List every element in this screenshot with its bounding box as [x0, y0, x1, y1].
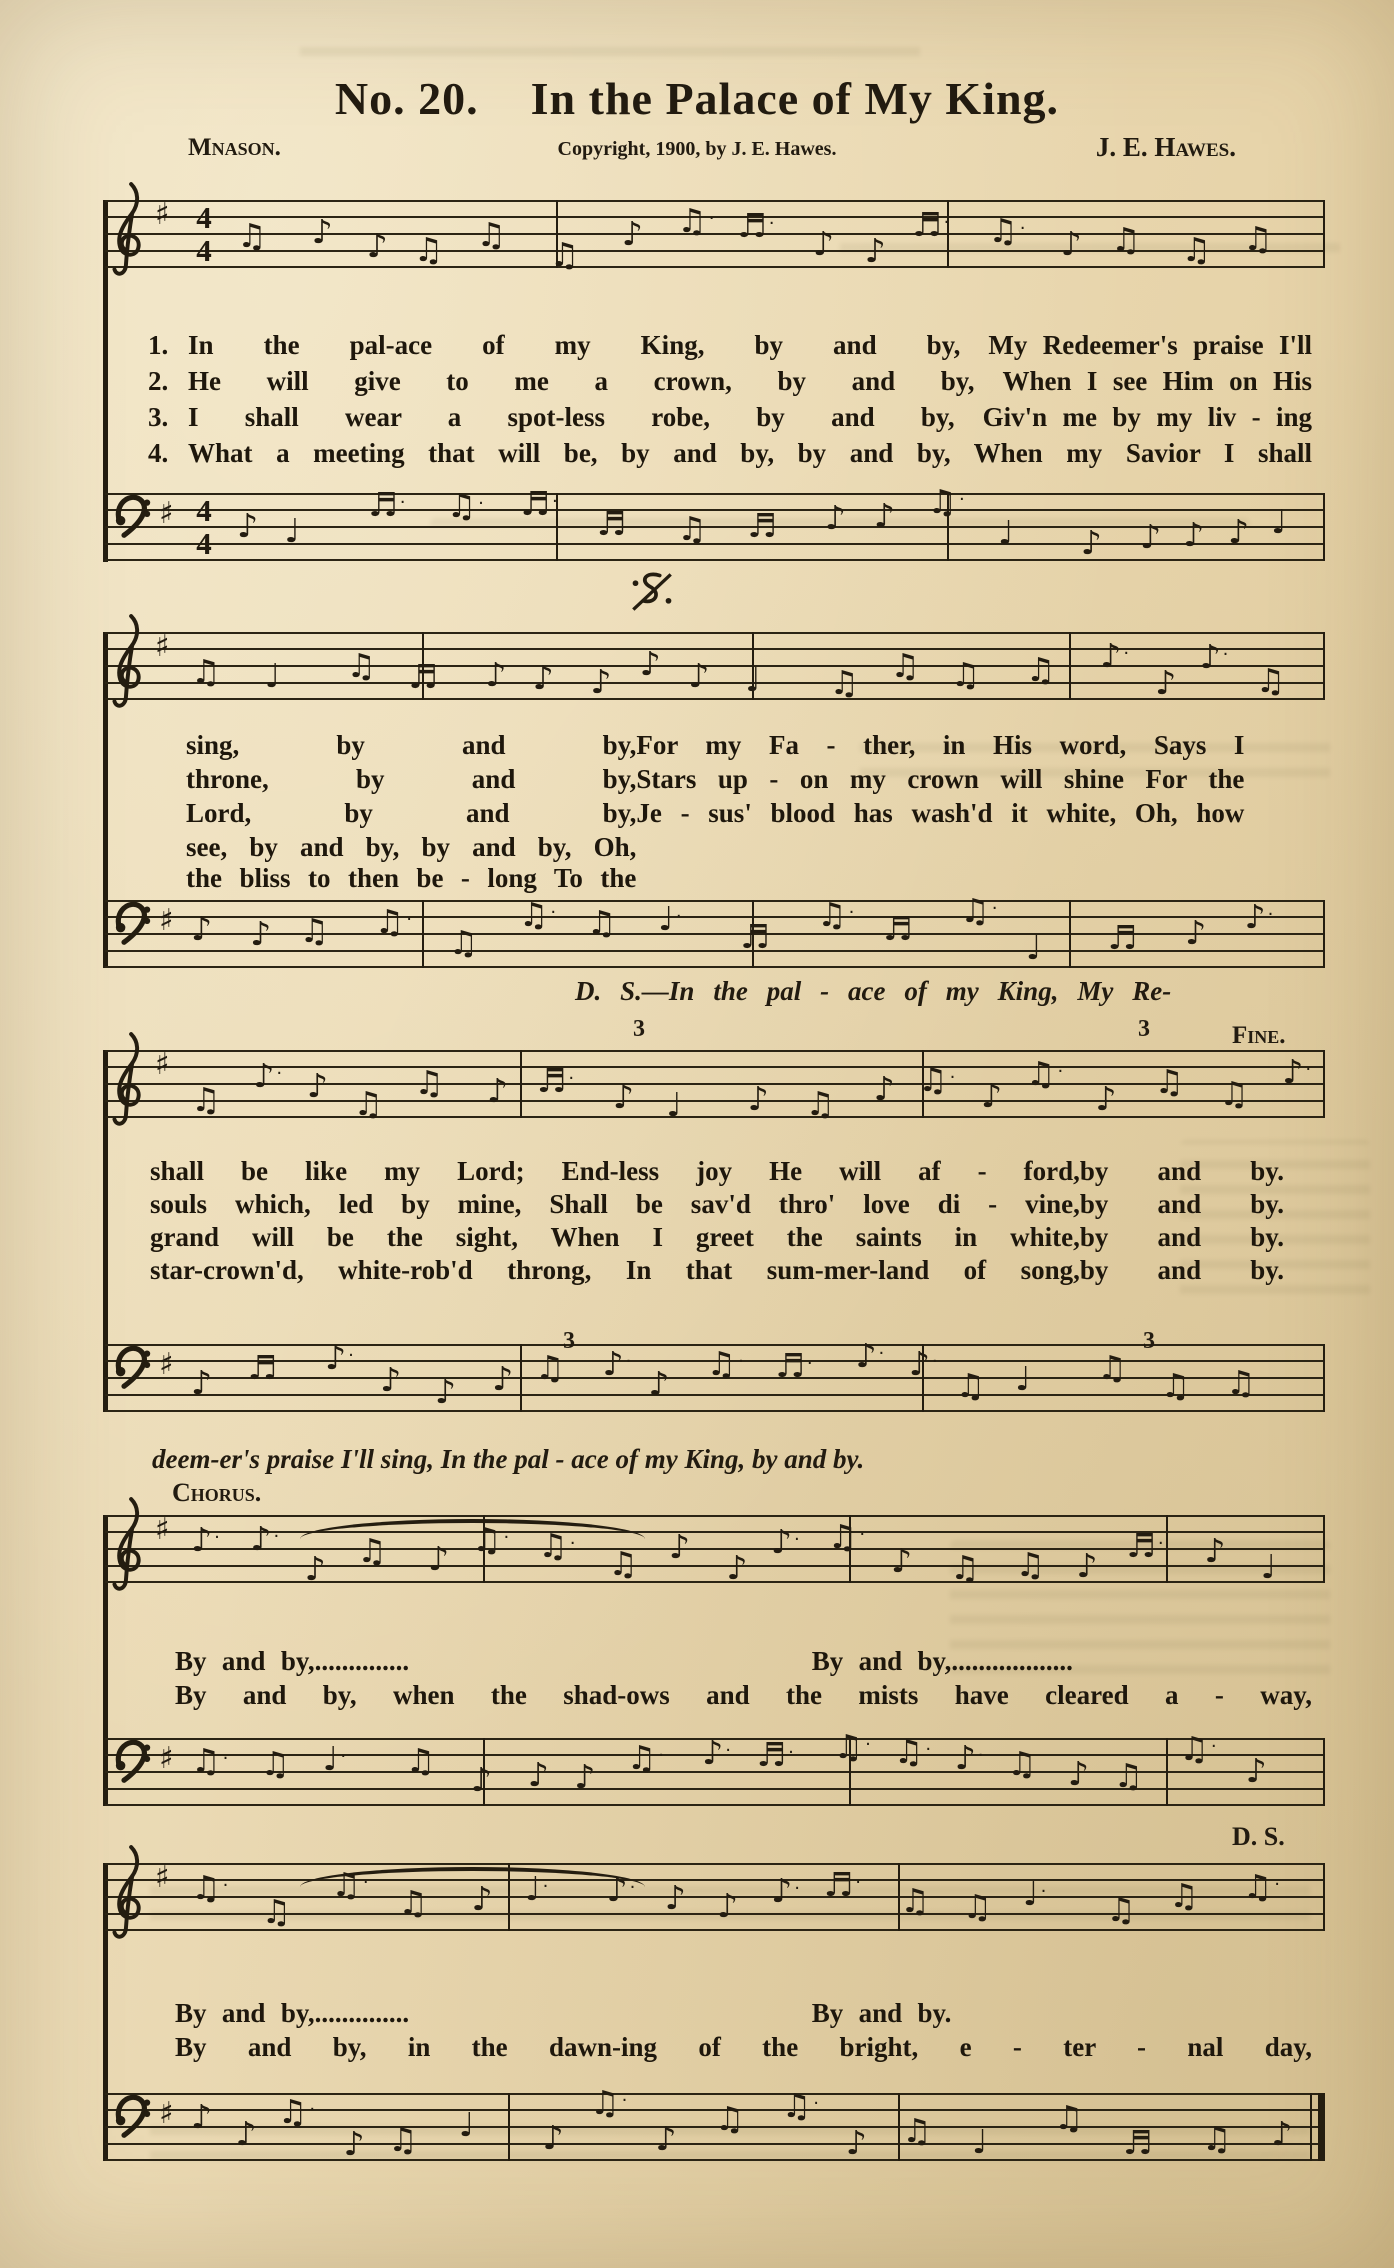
- lyric-text: By and by,..................: [811, 1646, 1073, 1676]
- note-glyph: ♫: [714, 2099, 745, 2138]
- chorus-lyrics-1: [175, 1646, 1312, 1714]
- lyric-line: [175, 1646, 1312, 1680]
- note-glyph: ♪ ·: [1100, 636, 1130, 675]
- note-glyph: ♫: [1015, 1545, 1045, 1584]
- barline: [1323, 1344, 1325, 1412]
- note-glyph: ♪: [492, 1359, 514, 1398]
- note-glyph: ♪: [648, 1364, 670, 1403]
- note-glyph: ♬: [740, 917, 770, 956]
- note-glyph: ♫: [1154, 1062, 1184, 1101]
- lyric-line: [186, 764, 1312, 798]
- note-glyph: ♬ ·: [775, 1346, 813, 1385]
- note-glyph: ♪: [486, 1071, 509, 1110]
- note-glyph: ♫: [829, 663, 859, 702]
- note-glyph: ♪: [590, 662, 612, 701]
- note-glyph: ♫: [805, 1084, 835, 1123]
- note-glyph: ♪: [864, 231, 886, 270]
- treble-clef-icon: [107, 1845, 149, 1949]
- verse-block: [148, 330, 1312, 474]
- note-glyph: ♫: [405, 1741, 436, 1780]
- note-glyph: ♬ ·: [737, 206, 775, 245]
- note-glyph: ♪: [306, 1066, 328, 1105]
- note-glyph: ♫ ·: [827, 1517, 866, 1556]
- note-glyph: ♪: [655, 2119, 677, 2158]
- note-glyph: ♬ ·: [368, 485, 406, 524]
- verse-line: [148, 438, 1312, 474]
- time-signature: 4 4: [196, 200, 212, 268]
- note-glyph: ♪ ·: [1244, 897, 1274, 936]
- note-glyph: ♪: [191, 2097, 213, 2136]
- key-signature-sharp: ♯: [155, 1860, 170, 1895]
- slur-arc: [300, 1519, 645, 1539]
- fine-marking: Fine.: [1232, 1022, 1286, 1049]
- note-glyph: ♪: [1060, 224, 1082, 263]
- note-glyph: ♬ ·: [520, 484, 558, 523]
- note-glyph: ♪ ·: [602, 1344, 632, 1383]
- note-glyph: ♬: [408, 657, 438, 696]
- bass-clef-icon: [113, 2088, 153, 2142]
- note-glyph: ♪: [726, 1548, 748, 1587]
- note-glyph: ♩ ·: [525, 1869, 549, 1908]
- note-glyph: ♪: [824, 498, 846, 537]
- lyric-line: [150, 1189, 1284, 1222]
- key-signature-sharp: ♯: [155, 1512, 170, 1547]
- note-glyph: ♫: [448, 923, 479, 962]
- note-glyph: ♫: [535, 1348, 565, 1387]
- verse-number: 3.: [148, 402, 169, 432]
- barline: [1323, 1515, 1325, 1583]
- note-glyph: ♫ ·: [374, 902, 412, 941]
- verse-text: What a meeting that will be, by and by, by and by, When my Savior I shall: [188, 438, 1312, 468]
- key-signature-sharp: ♯: [159, 1741, 174, 1776]
- bass-clef-icon: [113, 1339, 153, 1393]
- note-glyph: ♫ ·: [706, 1344, 744, 1383]
- lyric-line: [150, 1222, 1284, 1255]
- note-glyph: ♪ ·: [253, 1056, 283, 1095]
- lyric-line: [150, 1156, 1284, 1189]
- note-glyph: ♬: [882, 909, 913, 948]
- staff-bass-1: [105, 482, 1325, 562]
- note-glyph: ♫ ·: [471, 1520, 510, 1559]
- note-glyph: ♫: [549, 235, 580, 274]
- staff-treble-4: [105, 1512, 1325, 1588]
- note-glyph: ♫ ·: [988, 211, 1026, 250]
- note-glyph: ♬ ·: [912, 205, 950, 244]
- lyric-text: throne, by and by,: [186, 764, 637, 794]
- song-title-row: [0, 72, 1394, 125]
- barline: [1323, 200, 1325, 268]
- note-glyph: ♫: [476, 215, 507, 254]
- note-glyph: ♫: [962, 1887, 993, 1926]
- note-glyph: ♬: [596, 504, 627, 543]
- lyric-text: By and by,..............: [175, 1646, 410, 1676]
- note-glyph: ♬: [247, 1348, 278, 1387]
- note-glyph: ♪: [845, 2123, 867, 2162]
- barline: [1323, 1863, 1325, 1931]
- note-glyph: ♪: [542, 2118, 564, 2157]
- note-glyph: ♪: [812, 224, 834, 263]
- note-glyph: ♪: [1155, 663, 1177, 702]
- verse-text: In the pal-ace of my King, by and by,: [188, 330, 961, 360]
- note-glyph: ♫: [1106, 1890, 1136, 1929]
- lyric-text: shall be like my Lord; End-less joy He will af - ford,: [150, 1156, 1080, 1186]
- note-glyph: ♪: [639, 644, 661, 683]
- ds-continuation-line: deem-er's praise I'll sing, In the pal - ace of my King, by and by.: [152, 1444, 865, 1474]
- note-glyph: ♩: [1260, 1547, 1277, 1586]
- note-glyph: ♫: [950, 1548, 980, 1587]
- note-glyph: ♪: [343, 2124, 365, 2163]
- note-glyph: ♫: [387, 2120, 418, 2159]
- note-glyph: ♪: [1227, 512, 1250, 551]
- note-glyph: ♫ ·: [917, 1060, 956, 1099]
- verse-text: Giv'n me by my liv - ing: [982, 402, 1312, 432]
- barline: [1069, 632, 1071, 700]
- note-glyph: ♪ ·: [1199, 637, 1229, 676]
- note-glyph: ♫: [237, 216, 267, 255]
- note-glyph: ♫: [413, 230, 444, 269]
- barline: [1323, 632, 1325, 700]
- lyric-line: [175, 2032, 1312, 2066]
- lyric-text: souls which, led by mine, Shall be sav'd thro' love di - vine,: [150, 1189, 1080, 1219]
- note-glyph: ♫: [346, 646, 376, 685]
- song-title: In the Palace of My King.: [530, 73, 1060, 124]
- note-glyph: ♫: [1025, 650, 1056, 689]
- note-glyph: ♩: [264, 656, 281, 695]
- note-glyph: ♫: [1168, 1876, 1199, 1915]
- note-glyph: ♩ ·: [1023, 1874, 1047, 1913]
- note-glyph: ♪: [1076, 1546, 1098, 1585]
- note-glyph: ♩: [1271, 502, 1287, 541]
- note-glyph: ♩ ·: [322, 1739, 347, 1778]
- lyric-text: see, by and by, by and by, Oh, the bliss to then be - long To the: [186, 832, 637, 893]
- note-glyph: ♫ ·: [191, 1868, 229, 1907]
- staff-treble-5: [105, 1860, 1325, 1931]
- chorus-label: Chorus.: [172, 1478, 262, 1507]
- note-glyph: ♫ ·: [590, 2083, 628, 2122]
- note-glyph: ♪ ·: [191, 1520, 220, 1559]
- barline: [1166, 1738, 1168, 1806]
- verse-line: [148, 402, 1312, 438]
- lyric-text: By and by.: [811, 1998, 952, 2028]
- note-glyph: ♪: [471, 1879, 493, 1918]
- lyric-text: Je - sus' blood has wash'd it white, Oh, how: [636, 798, 1245, 828]
- verse-text: My Redeemer's praise I'll: [988, 330, 1312, 360]
- staff-bass-4: [105, 1727, 1325, 1806]
- bass-clef-icon: [113, 1733, 153, 1787]
- note-glyph: ♫: [901, 2111, 932, 2150]
- note-glyph: ♫ ·: [1025, 1054, 1064, 1093]
- note-glyph: ♫ ·: [833, 1727, 871, 1766]
- note-glyph: ♫ ·: [518, 895, 557, 934]
- note-glyph: ♩: [972, 2122, 988, 2161]
- lyric-text: sing, by and by,: [186, 730, 637, 760]
- barline: [1323, 900, 1325, 968]
- note-glyph: ♫ ·: [446, 486, 484, 525]
- note-glyph: ♪: [890, 1541, 913, 1580]
- note-glyph: ♪: [873, 1069, 895, 1108]
- note-glyph: ♬: [1107, 918, 1138, 957]
- note-glyph: ♫: [677, 509, 707, 548]
- note-glyph: ♫: [1006, 1744, 1037, 1783]
- staff-treble-2: [105, 629, 1325, 702]
- key-signature-sharp: ♯: [159, 903, 174, 938]
- barline: [1069, 900, 1071, 968]
- lyricist-credit: Mnason.: [188, 134, 281, 161]
- copyright-notice: Copyright, 1900, by J. E. Hawes.: [557, 138, 837, 160]
- note-glyph: ♬ ·: [536, 1061, 575, 1100]
- treble-clef-icon: [107, 1032, 149, 1136]
- note-glyph: ♬ ·: [1126, 1526, 1164, 1565]
- note-glyph: ♪ ·: [702, 1733, 732, 1772]
- note-glyph: ♫: [1225, 1363, 1256, 1402]
- note-glyph: ♩: [1025, 928, 1042, 967]
- lyric-line: [186, 730, 1312, 764]
- lyric-text: by and by.: [1079, 1189, 1284, 1219]
- note-glyph: ♪ ·: [954, 1738, 984, 1777]
- triplet-mark: 3: [563, 1328, 575, 1354]
- staff-treble-3: [105, 1047, 1325, 1124]
- note-glyph: ♫: [357, 1531, 387, 1570]
- ds-instruction-line: D. S.—In the pal - ace of my King, My Re-: [575, 976, 1172, 1006]
- note-glyph: ♬ ·: [823, 1865, 862, 1904]
- barline: [520, 1050, 522, 1118]
- lyric-text: By and by, in the dawn-ing of the bright, e - ter - nal day,: [175, 2032, 1312, 2062]
- lyric-text: star-crown'd, white-rob'd throng, In that sum-mer-land of song,: [150, 1255, 1080, 1285]
- verse-number: 2.: [148, 366, 169, 396]
- note-glyph: ♫: [1111, 220, 1141, 259]
- note-glyph: ♪ ·: [1282, 1052, 1312, 1091]
- note-glyph: ♪: [1245, 1751, 1267, 1790]
- verse-number: 4.: [148, 438, 169, 468]
- lyric-line: [186, 798, 1312, 832]
- note-glyph: ♫: [414, 1063, 444, 1102]
- note-glyph: ♪: [427, 1539, 450, 1578]
- note-glyph: ♫ ·: [781, 2086, 820, 2125]
- note-glyph: ♩: [666, 1085, 682, 1124]
- note-glyph: ♪: [527, 1755, 549, 1794]
- note-glyph: ♪: [366, 226, 388, 265]
- ds-marking: D. S.: [1232, 1822, 1285, 1851]
- note-glyph: ♪: [1095, 1079, 1117, 1118]
- note-glyph: ♪: [747, 1079, 769, 1118]
- note-glyph: ♪ ·: [250, 1519, 280, 1558]
- note-glyph: ♫ ·: [191, 1741, 229, 1780]
- note-glyph: ♪: [485, 655, 507, 694]
- note-glyph: ♪: [1185, 913, 1207, 952]
- note-glyph: ♪ ·: [606, 1870, 636, 1909]
- segno-icon: [630, 570, 674, 614]
- final-barline: [1310, 2093, 1312, 2161]
- note-glyph: ♪: [688, 656, 710, 695]
- note-glyph: ♪: [668, 1527, 690, 1566]
- verse-text: I shall wear a spot-less robe, by and by,: [188, 402, 955, 432]
- note-glyph: ♪: [1271, 2114, 1293, 2153]
- note-glyph: ♪: [1139, 517, 1161, 556]
- final-barline: [1318, 2093, 1325, 2161]
- note-glyph: ♪: [532, 658, 554, 697]
- note-glyph: ♫: [1097, 1348, 1127, 1387]
- key-signature-sharp: ♯: [159, 2096, 174, 2131]
- note-glyph: ♫: [299, 911, 329, 950]
- barline: [520, 1344, 522, 1412]
- note-glyph: ♩: [998, 513, 1014, 552]
- note-glyph: ♫: [608, 1544, 638, 1583]
- note-glyph: ♪: [191, 909, 213, 948]
- lyric-line: [150, 1255, 1284, 1288]
- note-glyph: ♫: [1181, 230, 1212, 269]
- lyric-text: Lord, by and by,: [186, 798, 637, 828]
- note-glyph: ♪: [235, 2114, 257, 2153]
- lyric-text: grand will be the sight, When I greet the saints in white,: [150, 1222, 1080, 1252]
- note-glyph: ♪: [304, 1549, 326, 1588]
- lyric-block-3: [150, 1156, 1284, 1288]
- note-glyph: ♪: [612, 1077, 634, 1116]
- triplet-mark: 3: [1138, 1016, 1150, 1042]
- note-glyph: ♫ ·: [331, 1865, 369, 1904]
- note-glyph: ♪: [621, 214, 643, 253]
- note-glyph: ♫: [955, 1366, 986, 1405]
- note-glyph: ♪: [716, 1886, 738, 1925]
- lyric-text: By and by,..............: [175, 1998, 410, 2028]
- note-glyph: ♪: [434, 1372, 456, 1411]
- note-glyph: ♫ ·: [927, 482, 965, 521]
- note-glyph: ♫: [586, 903, 617, 942]
- lyric-text: by and by.: [1079, 1222, 1284, 1252]
- note-glyph: ♩ ·: [658, 899, 682, 938]
- note-glyph: ♫: [950, 655, 981, 694]
- lyric-line: [175, 1998, 1312, 2032]
- note-glyph: ♪: [237, 506, 259, 545]
- triplet-mark: 3: [633, 1016, 645, 1042]
- key-signature-sharp: ♯: [159, 1347, 174, 1382]
- note-glyph: ♬ ·: [756, 1735, 794, 1774]
- composer-credit: J. E. Hawes.: [1095, 132, 1236, 162]
- key-signature-sharp: ♯: [155, 1047, 170, 1082]
- note-glyph: ♪: [1183, 515, 1205, 554]
- note-glyph: ♩: [284, 511, 301, 550]
- note-glyph: ♫: [1219, 1074, 1249, 1113]
- note-glyph: ♬: [747, 506, 777, 545]
- note-glyph: ♫: [191, 1080, 221, 1119]
- note-glyph: ♫: [1255, 661, 1286, 700]
- barline: [898, 2093, 900, 2161]
- verse-number: 1.: [148, 330, 169, 360]
- staff-bass-5: [105, 2083, 1325, 2163]
- staff-bass-3: [105, 1336, 1325, 1412]
- note-glyph: ♪: [981, 1076, 1003, 1115]
- barline: [1323, 493, 1325, 561]
- note-glyph: ♪ ·: [325, 1338, 354, 1377]
- note-glyph: ♫ ·: [1179, 1729, 1217, 1768]
- lyric-text: By and by, when the shad-ows and the mists have cleared a - way,: [175, 1680, 1312, 1710]
- verse-line: [148, 366, 1312, 402]
- note-glyph: ♪: [1204, 1531, 1226, 1570]
- lyric-text: by and by.: [1079, 1156, 1284, 1186]
- verse-line: [148, 330, 1312, 366]
- note-glyph: ♪: [470, 1760, 492, 1799]
- note-glyph: ♩: [1015, 1359, 1031, 1398]
- note-glyph: ♫: [260, 1744, 290, 1783]
- note-glyph: ♫ ·: [893, 1732, 932, 1771]
- bleedthrough-ghost: [300, 34, 920, 72]
- song-number: No. 20.: [334, 73, 479, 124]
- key-signature-sharp: ♯: [159, 496, 174, 531]
- lyric-block-2: [186, 730, 1312, 893]
- note-glyph: ♫ ·: [277, 2092, 316, 2131]
- treble-clef-icon: [107, 614, 149, 718]
- note-glyph: ♪: [311, 212, 333, 251]
- note-glyph: ♫ ·: [677, 201, 715, 240]
- lyric-text: For my Fa - ther, in His word, Says I: [636, 730, 1245, 760]
- note-glyph: ♫: [890, 646, 920, 685]
- note-glyph: ♫: [353, 1084, 384, 1123]
- note-glyph: ♪: [873, 496, 895, 535]
- verse-text: When I see Him on His: [1002, 366, 1312, 396]
- note-glyph: ♪ ·: [908, 1344, 938, 1383]
- bass-clef-icon: [113, 895, 153, 949]
- note-glyph: ♫: [1113, 1756, 1144, 1795]
- note-glyph: ♩: [458, 2105, 475, 2144]
- note-glyph: ♪ ·: [771, 1871, 800, 1910]
- barline: [1323, 1050, 1325, 1118]
- note-glyph: ♪: [1080, 523, 1102, 562]
- note-glyph: ♩: [745, 660, 761, 699]
- note-glyph: ♪: [250, 914, 272, 953]
- time-signature: 4 4: [196, 493, 212, 561]
- note-glyph: ♪: [380, 1360, 402, 1399]
- bass-clef-icon: [113, 488, 153, 542]
- note-glyph: ♫: [1201, 2119, 1232, 2158]
- triplet-mark: 3: [1143, 1328, 1155, 1354]
- barline: [508, 2093, 510, 2161]
- note-glyph: ♫ ·: [626, 1738, 665, 1777]
- staff-treble-1: [105, 197, 1325, 274]
- verse-text: He will give to me a crown, by and by,: [188, 366, 975, 396]
- note-glyph: ♪ ·: [770, 1522, 800, 1561]
- note-glyph: ♪: [574, 1757, 596, 1796]
- note-glyph: ♫: [1242, 219, 1273, 258]
- note-glyph: ♫: [261, 1892, 292, 1931]
- barline: [1166, 1515, 1168, 1583]
- note-glyph: ♫ ·: [960, 891, 998, 930]
- key-signature-sharp: ♯: [155, 197, 170, 232]
- note-glyph: ♫: [900, 1881, 930, 1920]
- lyric-text: by and by.: [1079, 1255, 1284, 1285]
- note-glyph: ♫: [398, 1883, 428, 1922]
- note-glyph: ♫: [1053, 2098, 1084, 2137]
- lyric-text: Stars up - on my crown will shine For the: [636, 764, 1245, 794]
- key-signature-sharp: ♯: [155, 629, 170, 664]
- note-glyph: ♫ ·: [816, 895, 855, 934]
- note-glyph: ♫ ·: [1242, 1867, 1281, 1906]
- note-glyph: ♬: [1122, 2123, 1153, 2162]
- note-glyph: ♫ ·: [538, 1526, 576, 1565]
- lyric-line: [175, 1680, 1312, 1714]
- treble-clef-icon: [107, 1497, 149, 1601]
- barline: [1323, 1738, 1325, 1806]
- note-glyph: ♫: [1160, 1366, 1191, 1405]
- note-glyph: ♪ ·: [855, 1336, 885, 1375]
- treble-clef-icon: [107, 182, 149, 286]
- note-glyph: ♫: [191, 652, 221, 691]
- chorus-lyrics-2: [175, 1998, 1312, 2066]
- note-glyph: ♪: [1067, 1754, 1089, 1793]
- note-glyph: ♪: [664, 1878, 686, 1917]
- note-glyph: ♪: [191, 1363, 213, 1402]
